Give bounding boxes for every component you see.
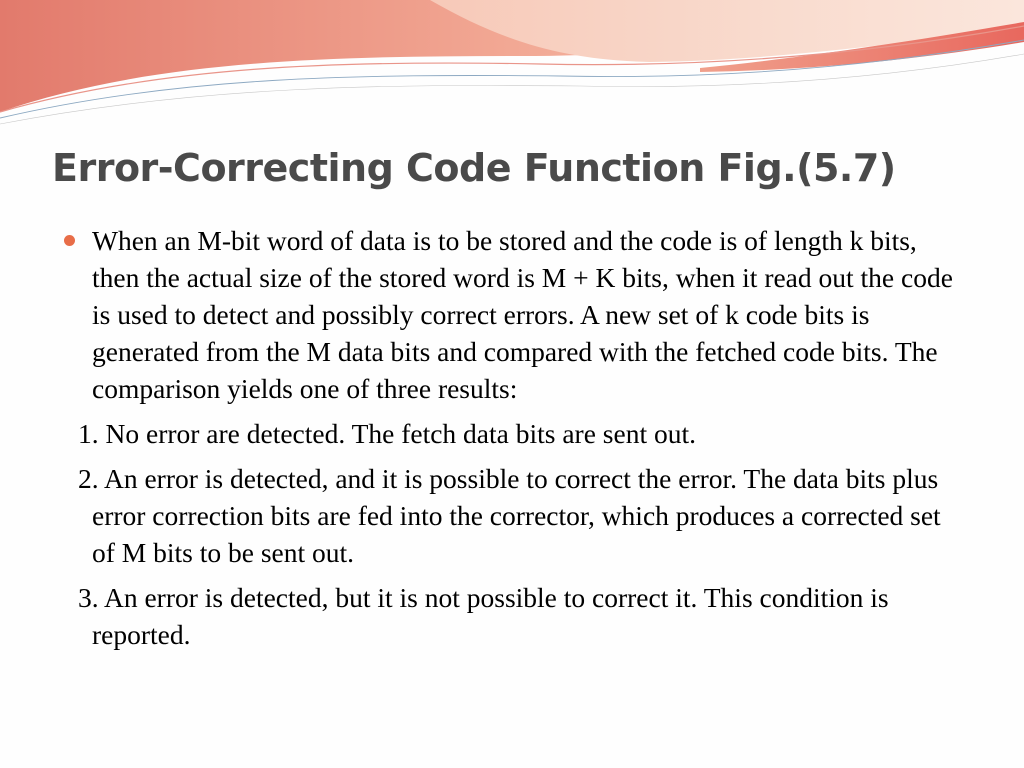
slide-title: Error-Correcting Code Function Fig.(5.7) [52, 146, 896, 190]
slide-body [62, 222, 962, 661]
list-item-3: 3. An error is detected, but it is not possible to correct it. This condition is reported. [78, 582, 889, 650]
list-item-1: 1. No error are detected. The fetch data bits are sent out. [78, 418, 696, 449]
list-item-2: 2. An error is detected, and it is possible to correct the error. The data bits plus error correction bits are fed into the corrector, which produces a corrected set of M bits to be sent out. [78, 463, 941, 568]
bullet-dot-icon [64, 235, 75, 246]
decorative-wave-header [0, 0, 1024, 130]
bullet-text: When an M-bit word of data is to be stored and the code is of length k bits, then the actual size of the stored word is M + K bits, when it read out the code is used to detect and possibly correct errors. A new set of k code bits is generated from the M data bits and compared with the fetched code bits. The comparison yields one of three results: [92, 225, 953, 404]
bullet-paragraph [62, 222, 962, 407]
